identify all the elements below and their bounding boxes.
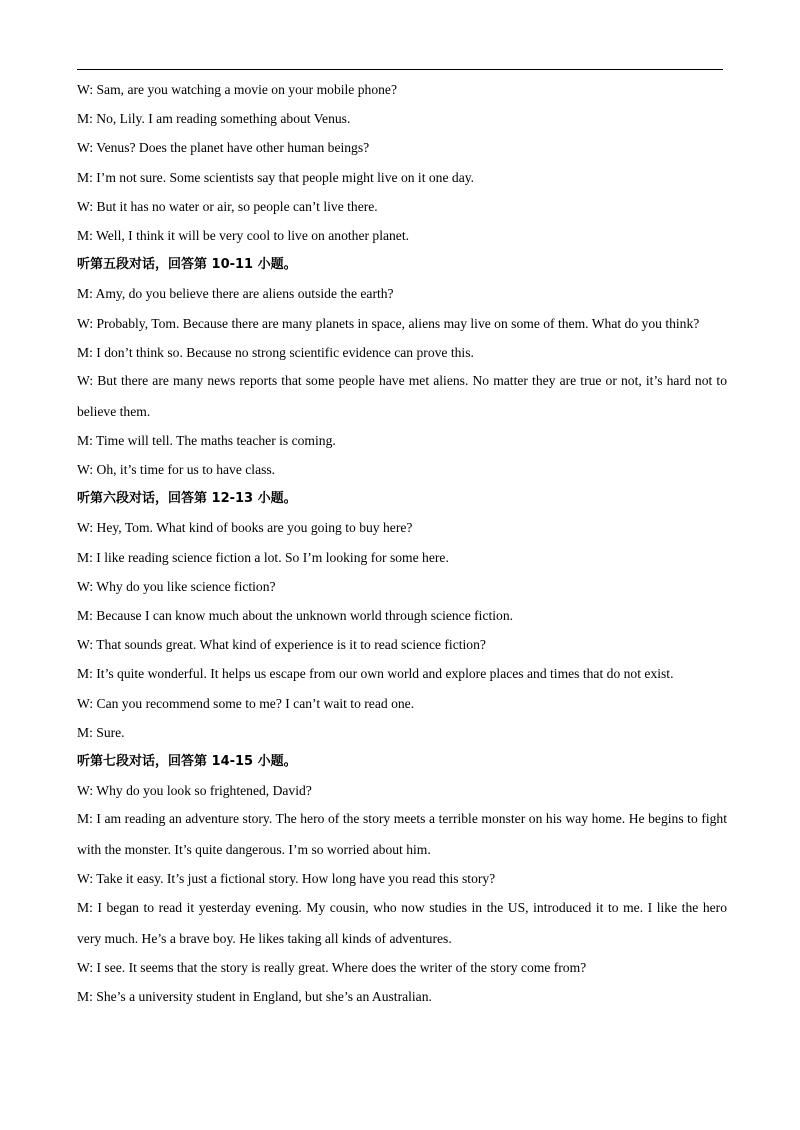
dialogue-line: M: Well, I think it will be very cool to live on another planet. [77,227,410,243]
dialogue-line: M: No, Lily. I am reading something about Venus. [77,111,351,127]
dialogue-line: W: Venus? Does the planet have other human beings? [77,140,370,156]
dialogue-line: W: Can you recommend some to me? I can’t wait to read one. [77,695,415,711]
dialogue-line: W: That sounds great. What kind of experience is it to read science fiction? [77,637,486,653]
dialogue-line: M: I like reading science fiction a lot. So I’m looking for some here. [77,549,449,565]
dialogue-line: W: Probably, Tom. Because there are many planets in space, aliens may live on some of them. What do you think? [77,315,700,331]
dialogue-line: M: I’m not sure. Some scientists say that people might live on it one day. [77,169,475,185]
dialogue-line: M: It’s quite wonderful. It helps us escape from our own world and explore places and times that do not exist. [77,666,674,682]
dialogue-line: M: I began to read it yesterday evening. My cousin, who now studies in the US, introduced it to me. I like the hero very much. He’s a brave boy. He likes taking all kinds of adventures. [77,899,727,946]
dialogue-line: M: I don’t think so. Because no strong scientific evidence can prove this. [77,344,474,360]
dialogue-line: M: Because I can know much about the unknown world through science fiction. [77,608,514,623]
dialogue-line: W: But it has no water or air, so people can’t live there. [77,198,378,214]
dialogue-line: W: I see. It seems that the story is really great. Where does the writer of the story come from? [77,959,587,975]
dialogue-line: W: Why do you look so frightened, David? [77,783,312,799]
transcript-body [77,75,727,1011]
dialogue-line: M: She’s a university student in England, but she’s an Australian. [77,988,432,1004]
dialogue-line: W: Oh, it’s time for us to have class. [77,462,276,478]
section-heading: 听第六段对话，回答第 12-13 小题。 [77,491,297,507]
dialogue-line: W: Why do you like science fiction? [77,578,276,594]
dialogue-line: W: But there are many news reports that some people have met aliens. No matter they are true or not, it’s hard not to believe them. [77,372,727,419]
dialogue-line: W: Hey, Tom. What kind of books are you going to buy here? [77,520,413,536]
dialogue-line: M: I am reading an adventure story. The hero of the story meets a terrible monster on his way home. He begins to fight with the monster. It’s quite dangerous. I’m so worried about him. [77,811,727,858]
section-heading: 听第五段对话，回答第 10-11 小题。 [77,257,297,273]
dialogue-line: W: Take it easy. It’s just a fictional story. How long have you read this story? [77,871,496,887]
header-rule [77,69,723,70]
dialogue-line: M: Amy, do you believe there are aliens outside the earth? [77,286,394,302]
dialogue-line: M: Time will tell. The maths teacher is coming. [77,432,336,448]
dialogue-line: M: Sure. [77,724,125,740]
dialogue-line: W: Sam, are you watching a movie on your mobile phone? [77,82,397,97]
section-heading: 听第七段对话，回答第 14-15 小题。 [77,753,297,769]
